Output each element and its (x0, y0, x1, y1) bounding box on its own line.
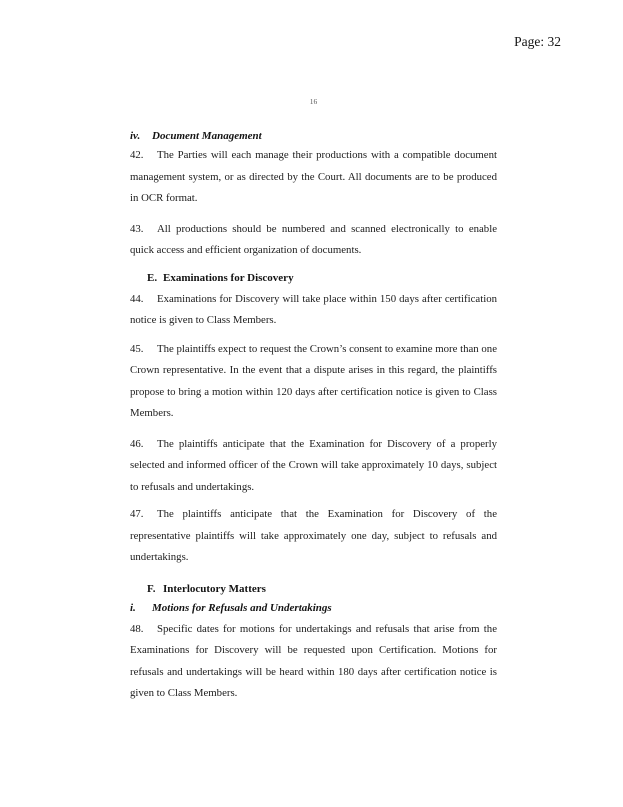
section-title: Examinations for Discovery (163, 271, 294, 284)
paragraph-number: 44. (130, 292, 144, 305)
paragraph-number: 42. (130, 149, 144, 161)
paragraph-47 (130, 504, 497, 569)
document-page (130, 97, 497, 705)
subsection-heading-motions-for-refusals (130, 601, 497, 615)
section-heading-interlocutory-matters (130, 582, 497, 596)
subsection-heading-document-management (130, 129, 497, 143)
paragraph-number: 47. (130, 508, 144, 520)
paragraph-text: The plaintiffs anticipate that the Examination for Discovery of a properly selected and informed officer of the Crown will take approximately 10 days, subject to refusals and undertakings. (130, 437, 497, 493)
paragraph-number: 43. (130, 222, 144, 235)
section-title: Interlocutory Matters (163, 582, 266, 595)
subsection-title: Document Management (152, 130, 262, 142)
paragraph-44 (130, 289, 497, 332)
paragraph-text: Specific dates for motions for undertakings and refusals that arise from the Examinations for Discovery will be requested upon Certification. Motions for refusals and undertakings will be heard within 180 days after certification notice is given to Class Members. (130, 622, 497, 699)
section-letter: F. (147, 582, 156, 595)
paragraph-number: 46. (130, 437, 144, 450)
subsection-number: iv. (130, 130, 141, 142)
subsection-number: i. (130, 601, 136, 614)
subsection-title: Motions for Refusals and Undertakings (152, 601, 332, 614)
section-letter: E. (147, 271, 158, 284)
paragraph-text: The plaintiffs anticipate that the Examination for Discovery of the representative plaintiffs will take approximately one day, subject to refusals and undertakings. (130, 508, 497, 563)
paragraph-45 (130, 339, 497, 425)
paragraph-text: The plaintiffs expect to request the Crown’s consent to examine more than one Crown representative. In the event that a dispute arises in this regard, the plaintiffs propose to bring a motion within 120 days after certification notice is given to Class Members. (130, 342, 497, 419)
paragraph-text: The Parties will each manage their productions with a compatible document management system, or as directed by the Court. All documents are to be produced in OCR format. (130, 149, 497, 204)
section-heading-examinations-for-discovery (130, 271, 497, 285)
paragraph-46 (130, 434, 497, 499)
paragraph-48 (130, 619, 497, 705)
paragraph-text: All productions should be numbered and scanned electronically to enable quick access and efficient organization of documents. (130, 222, 497, 256)
paragraph-43 (130, 219, 497, 262)
folio-page-number: 16 (309, 97, 318, 106)
paragraph-42 (130, 145, 497, 210)
paragraph-number: 48. (130, 622, 144, 635)
paragraph-number: 45. (130, 342, 144, 355)
paragraph-text: Examinations for Discovery will take place within 150 days after certification notice is given to Class Members. (130, 292, 497, 326)
page-header-label: Page: 32 (514, 34, 561, 49)
